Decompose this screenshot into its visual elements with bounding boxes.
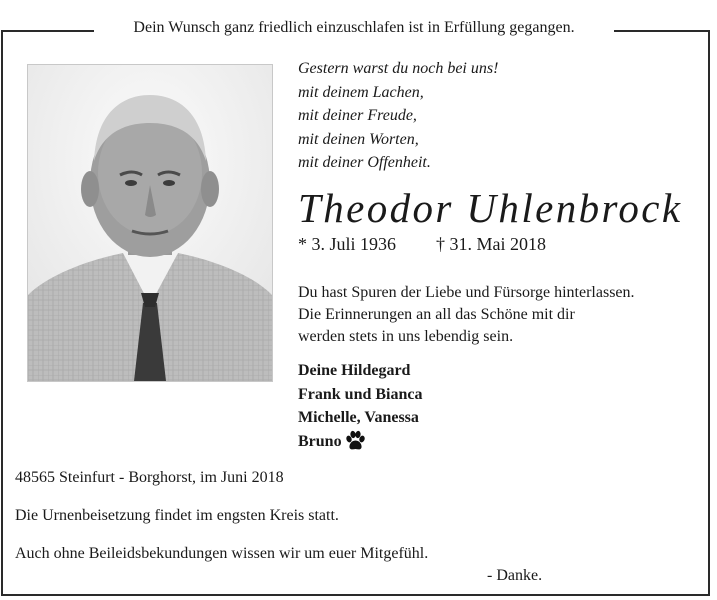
urn-notice: Die Urnenbeisetzung findet im engsten Kreis statt. <box>15 507 339 524</box>
birth-date: * 3. Juli 1936 <box>298 234 397 254</box>
paw-icon <box>345 430 365 460</box>
signer: Michelle, Vanessa <box>298 409 419 426</box>
frame-top-line-right <box>614 30 710 32</box>
deceased-name: Theodor Uhlenbrock <box>298 185 683 231</box>
poem-line: mit deinen Worten, <box>298 130 419 148</box>
portrait-photo <box>27 64 273 382</box>
poem <box>298 57 498 175</box>
thanks: - Danke. <box>487 567 543 584</box>
signer: Bruno <box>298 432 342 450</box>
condolence-notice: Auch ohne Beileidsbekundungen wissen wir um euer Mitgefühl. <box>15 545 429 562</box>
life-dates <box>298 234 546 255</box>
frame-top-line-left <box>1 30 94 32</box>
poem-line: mit deiner Offenheit. <box>298 154 431 171</box>
poem-line: mit deinem Lachen, <box>298 83 424 101</box>
motto: Dein Wunsch ganz friedlich einzuschlafen ist in Erfüllung gegangen. <box>133 19 575 36</box>
place-date: 48565 Steinfurt - Borghorst, im Juni 2018 <box>15 469 284 486</box>
tribute-line: Die Erinnerungen an all das Schöne mit dir <box>298 306 575 323</box>
poem-line: Gestern warst du noch bei uns! <box>298 60 499 77</box>
signer: Deine Hildegard <box>298 362 411 379</box>
death-date: † 31. Mai 2018 <box>436 234 547 254</box>
signers <box>298 359 422 459</box>
tribute-text <box>298 282 635 348</box>
tribute-line: werden stets in uns lebendig sein. <box>298 328 514 345</box>
tribute-line: Du hast Spuren der Liebe und Fürsorge hinterlassen. <box>298 284 635 301</box>
signer-with-pet <box>298 430 422 460</box>
signer: Frank und Bianca <box>298 385 423 403</box>
poem-line: mit deiner Freude, <box>298 107 417 124</box>
